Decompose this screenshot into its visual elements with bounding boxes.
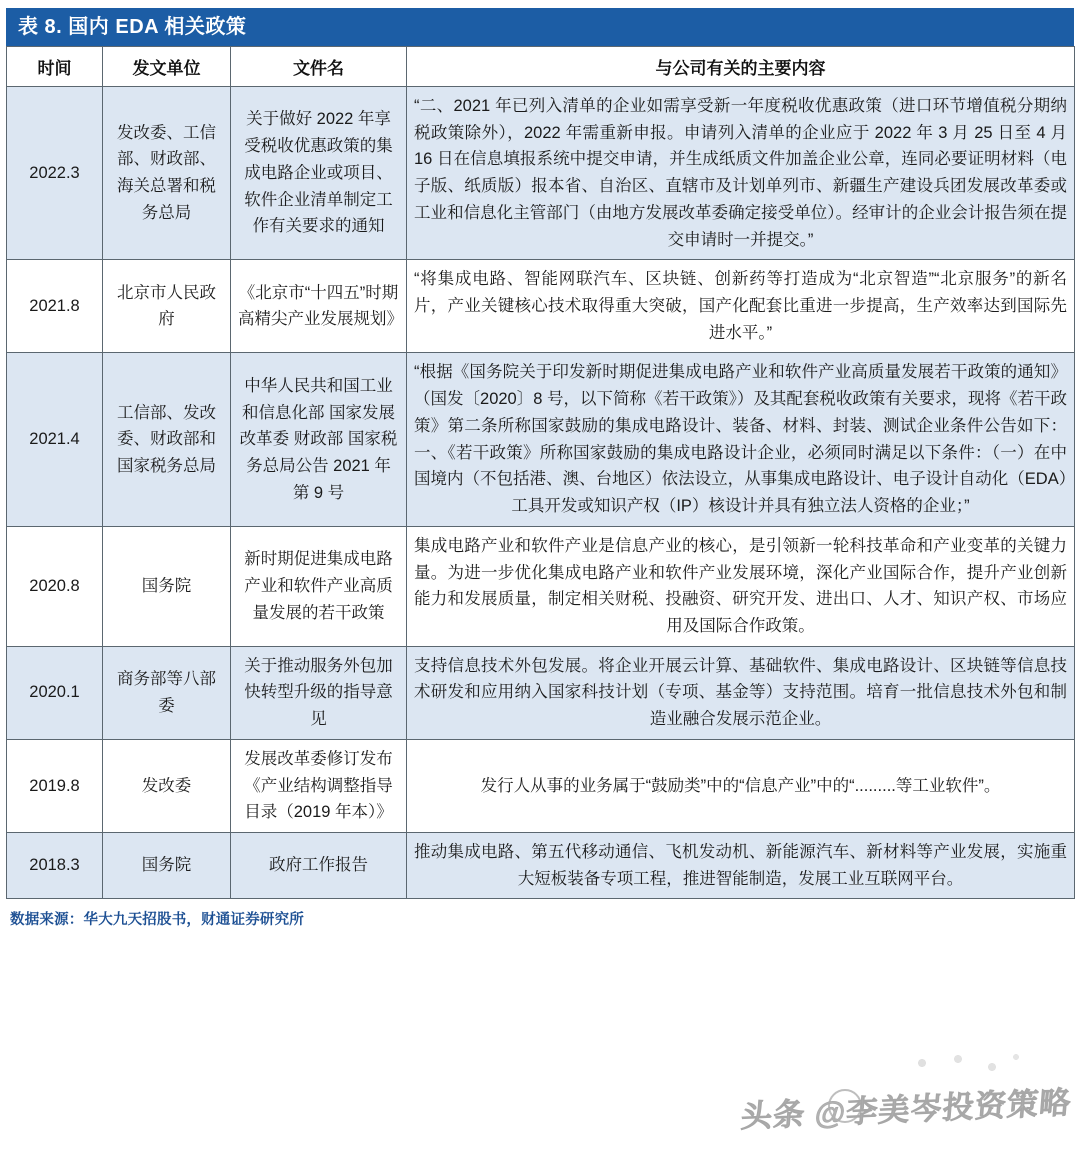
cell-body: “根据《国务院关于印发新时期促进集成电路产业和软件产业高质量发展若干政策的通知》（国发〔2020〕8 号，以下简称《若干政策》）及其配套税收政策有关要求，现将《若干政策》第二条所称国家鼓励的集成电路设计、装备、材料、封装、测试企业条件公告如下：一、《若干政策》所称国家鼓励的集成电路设计企业，必须同时满足以下条件：（一）在中国境内（不包括港、澳、台地区）依法设立，从事集成电路设计、电子设计自动化（EDA）工具开发或知识产权（IP）核设计并具有独立法人资格的企业；” [407,353,1075,526]
table-row [7,526,1075,646]
source-note: 数据来源：华大九天招股书，财通证券研究所 [10,912,304,929]
policy-table [6,46,1075,899]
table-title-bar [6,8,1074,46]
column-header-time: 时间 [7,47,103,87]
table-row [7,739,1075,832]
cell-org: 北京市人民政府 [103,260,231,353]
cell-body: “将集成电路、智能网联汽车、区块链、创新药等打造成为“北京智造”“北京服务”的新名片，产业关键核心技术取得重大突破，国产化配套比重进一步提高，生产效率达到国际先进水平。” [407,260,1075,353]
table-body [7,87,1075,899]
cell-doc: 新时期促进集成电路产业和软件产业高质量发展的若干政策 [231,526,407,646]
cell-org: 发改委 [103,739,231,832]
cell-doc: 发展改革委修订发布《产业结构调整指导目录（2019 年本）》 [231,739,407,832]
cell-time: 2021.4 [7,353,103,526]
cell-time: 2021.8 [7,260,103,353]
table-row [7,646,1075,739]
cell-body: 推动集成电路、第五代移动通信、飞机发动机、新能源汽车、新材料等产业发展，实施重大短板装备专项工程，推进智能制造，发展工业互联网平台。 [407,832,1075,898]
cell-doc: 中华人民共和国工业和信息化部 国家发展改革委 财政部 国家税务总局公告 2021 年第 9 号 [231,353,407,526]
cell-doc: 关于推动服务外包加快转型升级的指导意见 [231,646,407,739]
page-title: 表 8. 国内 EDA 相关政策 [18,16,247,38]
table-page [0,8,1080,1169]
cell-body: “二、2021 年已列入清单的企业如需享受新一年度税收优惠政策（进口环节增值税分期纳税政策除外），2022 年需重新申报。申请列入清单的企业应于 2022 年 3 月 25 日至 4 月 16 日在信息填报系统中提交申请，并生成纸质文件加盖企业公章，连同必要证明材料（电子版、纸质版）报本省、自治区、直辖市及计划单列市、新疆生产建设兵团发展改革委或工业和信息化主管部门（由地方发展改革委确定接受单位）。经审计的企业会计报告须在提交申请时一并提交。” [407,87,1075,260]
cell-doc: 《北京市“十四五”时期高精尖产业发展规划》 [231,260,407,353]
cell-time: 2022.3 [7,87,103,260]
column-header-body: 与公司有关的主要内容 [407,47,1075,87]
column-header-org: 发文单位 [103,47,231,87]
cell-body: 发行人从事的业务属于“鼓励类”中的“信息产业”中的“.........等工业软件”。 [407,739,1075,832]
cell-time: 2020.1 [7,646,103,739]
watermark-ring-icon [828,1089,862,1123]
cell-time: 2019.8 [7,739,103,832]
table-header-row [7,47,1075,87]
watermark-dots [912,1053,1032,1087]
column-header-doc: 文件名 [231,47,407,87]
cell-doc: 政府工作报告 [231,832,407,898]
watermark-text: 头条 @李美岑投资策略 [739,1084,1073,1135]
cell-org: 国务院 [103,832,231,898]
cell-doc: 关于做好 2022 年享受税收优惠政策的集成电路企业或项目、软件企业清单制定工作有关要求的通知 [231,87,407,260]
cell-org: 国务院 [103,526,231,646]
table-row [7,353,1075,526]
cell-time: 2020.8 [7,526,103,646]
watermark [739,1049,1073,1135]
table-row [7,87,1075,260]
cell-body: 支持信息技术外包发展。将企业开展云计算、基础软件、集成电路设计、区块链等信息技术研发和应用纳入国家科技计划（专项、基金等）支持范围。培育一批信息技术外包和制造业融合发展示范企业。 [407,646,1075,739]
table-row [7,832,1075,898]
cell-org: 工信部、发改委、财政部和国家税务总局 [103,353,231,526]
cell-time: 2018.3 [7,832,103,898]
cell-org: 商务部等八部委 [103,646,231,739]
cell-org: 发改委、工信部、财政部、海关总署和税务总局 [103,87,231,260]
cell-body: 集成电路产业和软件产业是信息产业的核心，是引领新一轮科技革命和产业变革的关键力量。为进一步优化集成电路产业和软件产业发展环境，深化产业国际合作，提升产业创新能力和发展质量，制定相关财税、投融资、研究开发、进出口、人才、知识产权、市场应用及国际合作政策。 [407,526,1075,646]
table-row [7,260,1075,353]
table-head [7,47,1075,87]
